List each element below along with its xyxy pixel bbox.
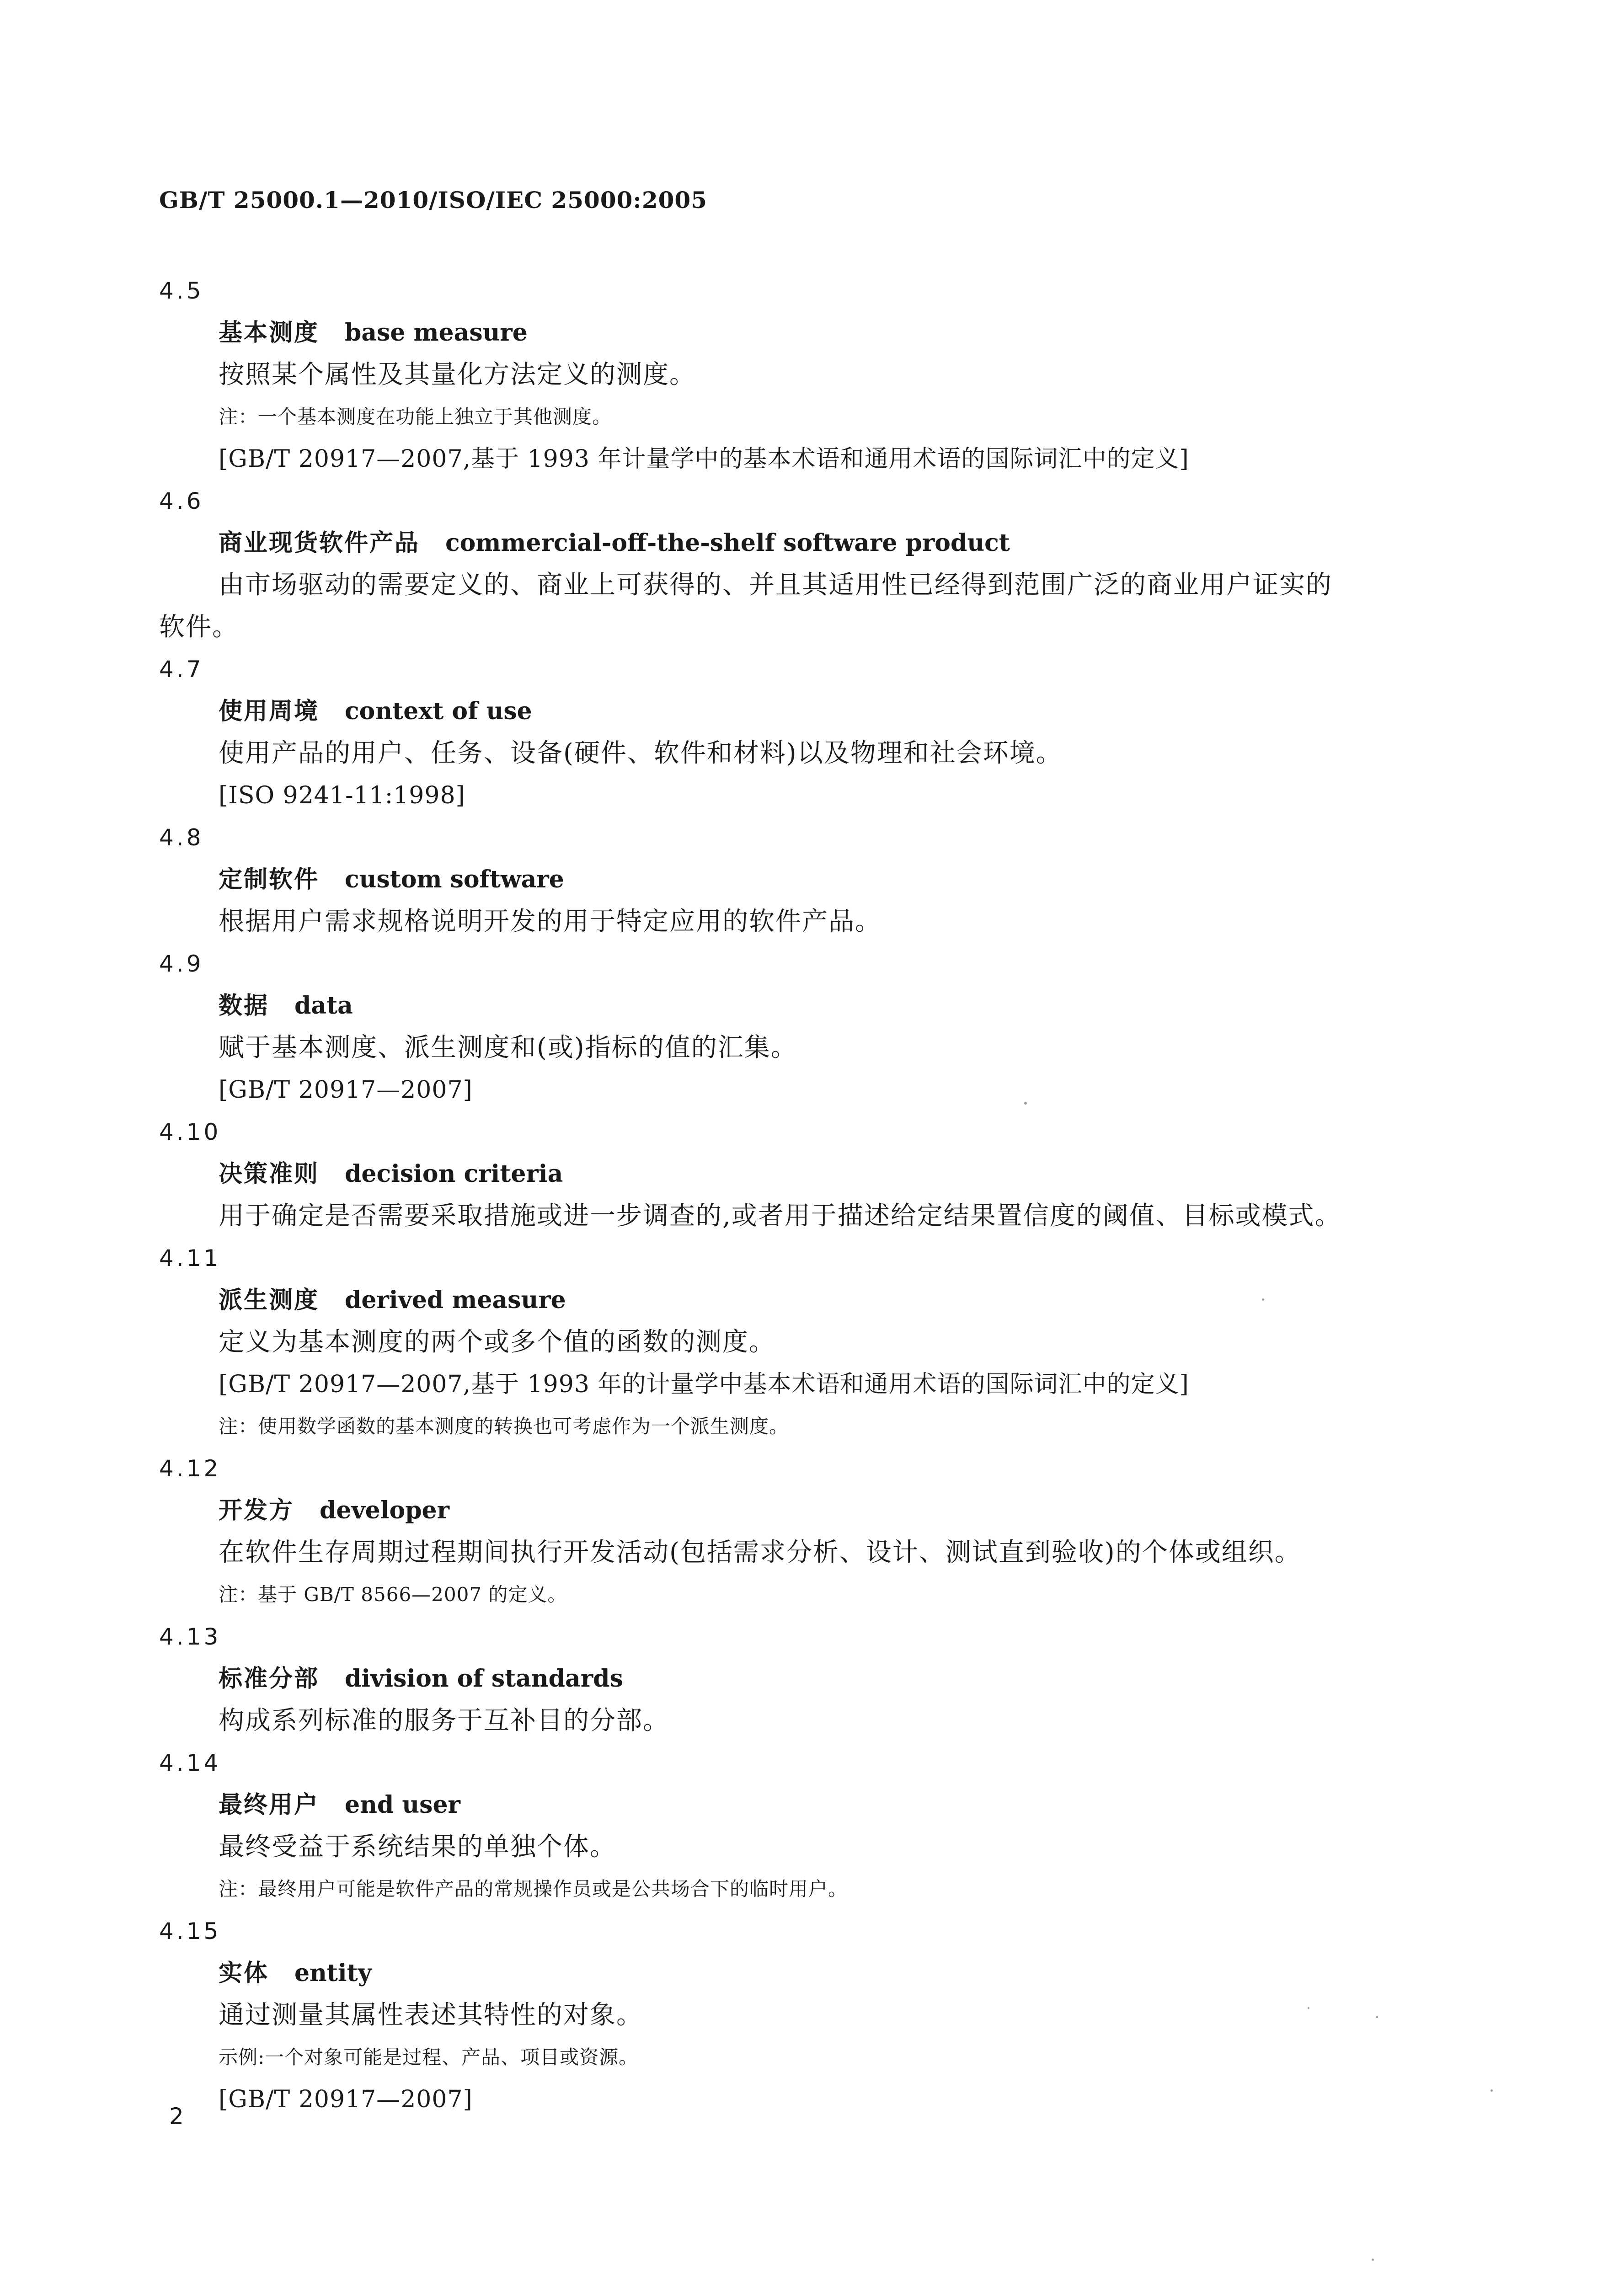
term-note: 注：基于 GB/T 8566—2007 的定义。 [219, 1583, 567, 1606]
term-definition: 构成系列标准的服务于互补目的分部。 [219, 1706, 669, 1736]
scan-speck [1376, 2016, 1378, 2018]
term-chinese: 商业现货软件产品 [219, 529, 420, 557]
term-english: data [294, 992, 353, 1020]
term-entry-4-11 [159, 1237, 1467, 1447]
term-definition-continued: 软件。 [159, 612, 239, 642]
term-chinese: 定制软件 [219, 866, 320, 893]
term-english: commercial-off-the-shelf software product [445, 529, 1010, 557]
term-definition: 通过测量其属性表述其特性的对象。 [219, 2000, 643, 2030]
term-english: custom software [345, 865, 564, 893]
entry-number: 4.5 [159, 278, 204, 304]
term-definition: 由市场驱动的需要定义的、商业上可获得的、并且其适用性已经得到范围广泛的商业用户证实的 [219, 570, 1332, 600]
term-english: division of standards [345, 1665, 623, 1693]
term-entry-4-13 [159, 1616, 1467, 1742]
term-english: entity [294, 1959, 372, 1987]
term-reference: [GB/T 20917—2007] [219, 2086, 473, 2113]
term-note: 注：一个基本测度在功能上独立于其他测度。 [219, 406, 612, 428]
term-chinese: 实体 [219, 1960, 269, 1987]
scan-speck [1372, 2259, 1374, 2261]
term-heading [219, 312, 1467, 354]
term-english: decision criteria [345, 1160, 563, 1188]
entry-number: 4.11 [159, 1245, 221, 1271]
entry-number: 4.15 [159, 1918, 221, 1944]
term-heading [219, 1952, 1467, 1994]
term-definition: 使用产品的用户、任务、设备(硬件、软件和材料)以及物理和社会环境。 [219, 738, 1063, 768]
term-heading [219, 859, 1467, 901]
term-heading [219, 1658, 1467, 1700]
term-entry-4-15 [159, 1910, 1467, 2120]
term-chinese: 标准分部 [219, 1665, 320, 1693]
entry-number: 4.6 [159, 488, 204, 514]
term-entry-4-7 [159, 648, 1467, 817]
term-entry-4-9 [159, 943, 1467, 1111]
term-heading [219, 1490, 1467, 1532]
term-definition: 最终受益于系统结果的单独个体。 [219, 1832, 616, 1862]
scan-speck [1490, 2089, 1493, 2092]
page-number: 2 [169, 2103, 184, 2130]
term-heading [219, 1279, 1467, 1321]
term-chinese: 决策准则 [219, 1160, 320, 1188]
entry-number: 4.12 [159, 1455, 221, 1482]
term-example: 示例:一个对象可能是过程、产品、项目或资源。 [219, 2046, 639, 2068]
term-entry-4-10 [159, 1111, 1467, 1237]
term-definition: 按照某个属性及其量化方法定义的测度。 [219, 360, 696, 390]
term-chinese: 开发方 [219, 1497, 294, 1524]
term-chinese: 使用周境 [219, 698, 320, 725]
term-definition: 赋于基本测度、派生测度和(或)指标的值的汇集。 [219, 1033, 797, 1063]
entry-number: 4.10 [159, 1119, 221, 1145]
term-english: developer [320, 1496, 450, 1524]
term-chinese: 派生测度 [219, 1287, 320, 1314]
term-entry-4-5 [159, 270, 1467, 480]
term-chinese: 最终用户 [219, 1791, 320, 1819]
term-entry-4-12 [159, 1447, 1467, 1616]
entry-number: 4.9 [159, 951, 204, 977]
scan-speck [1308, 2007, 1309, 2009]
scan-speck [1262, 1298, 1264, 1301]
term-entries [159, 270, 1467, 2120]
term-note: 注：使用数学函数的基本测度的转换也可考虑作为一个派生测度。 [219, 1415, 789, 1437]
term-heading [219, 985, 1467, 1027]
term-english: derived measure [345, 1286, 566, 1314]
entry-number: 4.7 [159, 656, 204, 683]
term-chinese: 数据 [219, 992, 269, 1020]
term-reference: [GB/T 20917—2007,基于 1993 年计量学中的基本术语和通用术语的国际词汇中的定义] [219, 445, 1189, 473]
term-heading [219, 690, 1467, 732]
term-heading [219, 522, 1467, 564]
term-heading [219, 1784, 1467, 1826]
term-definition: 用于确定是否需要采取措施或进一步调查的,或者用于描述给定结果置信度的阈值、目标或模式。 [219, 1201, 1341, 1231]
term-chinese: 基本测度 [219, 319, 320, 347]
term-reference: [GB/T 20917—2007] [219, 1076, 473, 1104]
scan-speck [1024, 1102, 1027, 1105]
term-english: base measure [345, 319, 528, 347]
term-definition: 在软件生存周期过程期间执行开发活动(包括需求分析、设计、测试直到验收)的个体或组织。 [219, 1538, 1301, 1567]
standard-code-header: GB/T 25000.1—2010/ISO/IEC 25000:2005 [159, 187, 707, 214]
term-reference: [GB/T 20917—2007,基于 1993 年的计量学中基本术语和通用术语的国际词汇中的定义] [219, 1371, 1189, 1398]
term-english: end user [345, 1791, 460, 1819]
term-entry-4-14 [159, 1742, 1467, 1910]
term-entry-4-8 [159, 817, 1467, 943]
entry-number: 4.13 [159, 1624, 221, 1650]
term-heading [219, 1153, 1467, 1195]
term-english: context of use [345, 697, 532, 725]
term-definition: 定义为基本测度的两个或多个值的函数的测度。 [219, 1327, 775, 1357]
term-note: 注：最终用户可能是软件产品的常规操作员或是公共场合下的临时用户。 [219, 1878, 848, 1900]
entry-number: 4.8 [159, 824, 204, 851]
entry-number: 4.14 [159, 1750, 221, 1776]
term-reference: [ISO 9241-11:1998] [219, 782, 465, 809]
term-entry-4-6 [159, 480, 1467, 648]
term-definition: 根据用户需求规格说明开发的用于特定应用的软件产品。 [219, 907, 881, 936]
